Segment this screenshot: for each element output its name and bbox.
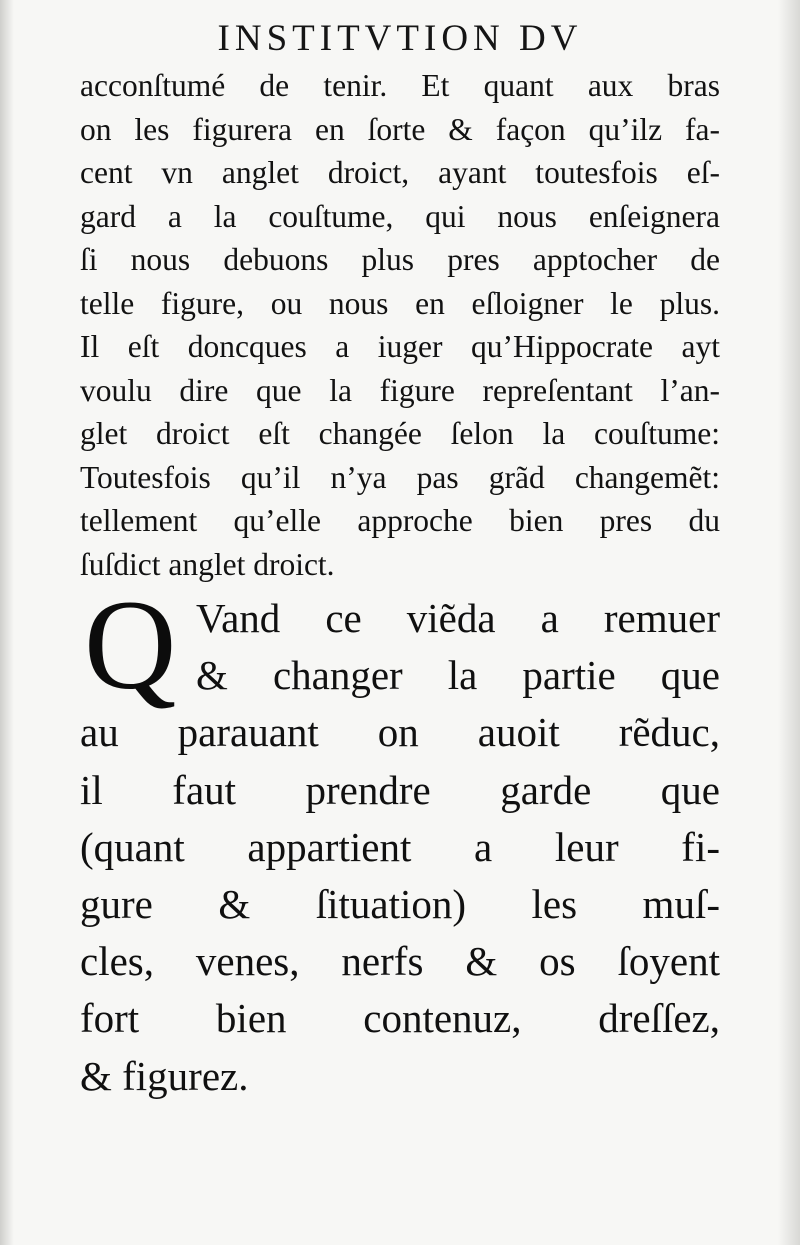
- text-line: acconſtumé de tenir. Et quant aux bras: [80, 68, 720, 103]
- text-line: ſuſdict anglet droict.: [80, 546, 335, 582]
- text-line: telle figure, ou nous en eſloigner le plus.: [80, 285, 720, 321]
- text-line: glet droict eſt changée ſelon la couſtume:: [80, 416, 720, 451]
- text-line: au parauant on auoit rẽduc,: [80, 709, 720, 756]
- text-line: gure & ſituation) les muſ-: [80, 880, 720, 927]
- paragraph-2: [80, 574, 720, 1105]
- text-line: (quant appartient a leur fi-: [80, 823, 720, 870]
- text-line: tellement qu’elle approche bien pres du: [80, 503, 720, 538]
- paragraph-1: [80, 64, 720, 586]
- text-line: il faut prendre garde que: [80, 766, 720, 813]
- text-line: Toutesfois qu’il n’ya pas grãd changemẽt:: [80, 459, 720, 495]
- text-line: cles, venes, nerfs & os ſoyent: [80, 938, 720, 985]
- drop-cap: Q: [84, 574, 177, 716]
- text-line: voulu dire que la figure repreſentant l’an-: [80, 372, 720, 408]
- text-line: fort bien contenuz, dreſſez,: [80, 995, 720, 1042]
- text-line: cent vn anglet droict, ayant toutesfois eſ-: [80, 155, 720, 190]
- text-line: Vand ce viẽda a remuer: [196, 595, 720, 641]
- text-line: & figurez.: [80, 1052, 249, 1099]
- running-title: INSTITVTION DV: [217, 18, 583, 59]
- text-line: ſi nous debuons plus pres apptocher de: [80, 242, 720, 277]
- text-line: gard a la couſtume, qui nous enſeignera: [80, 198, 720, 234]
- text-line: on les figurera en ſorte & façon qu’ilz fa-: [80, 111, 720, 147]
- text-line: & changer la partie que: [196, 652, 720, 699]
- text-line: Il eſt doncques a iuger qu’Hippocrate ayt: [80, 329, 720, 364]
